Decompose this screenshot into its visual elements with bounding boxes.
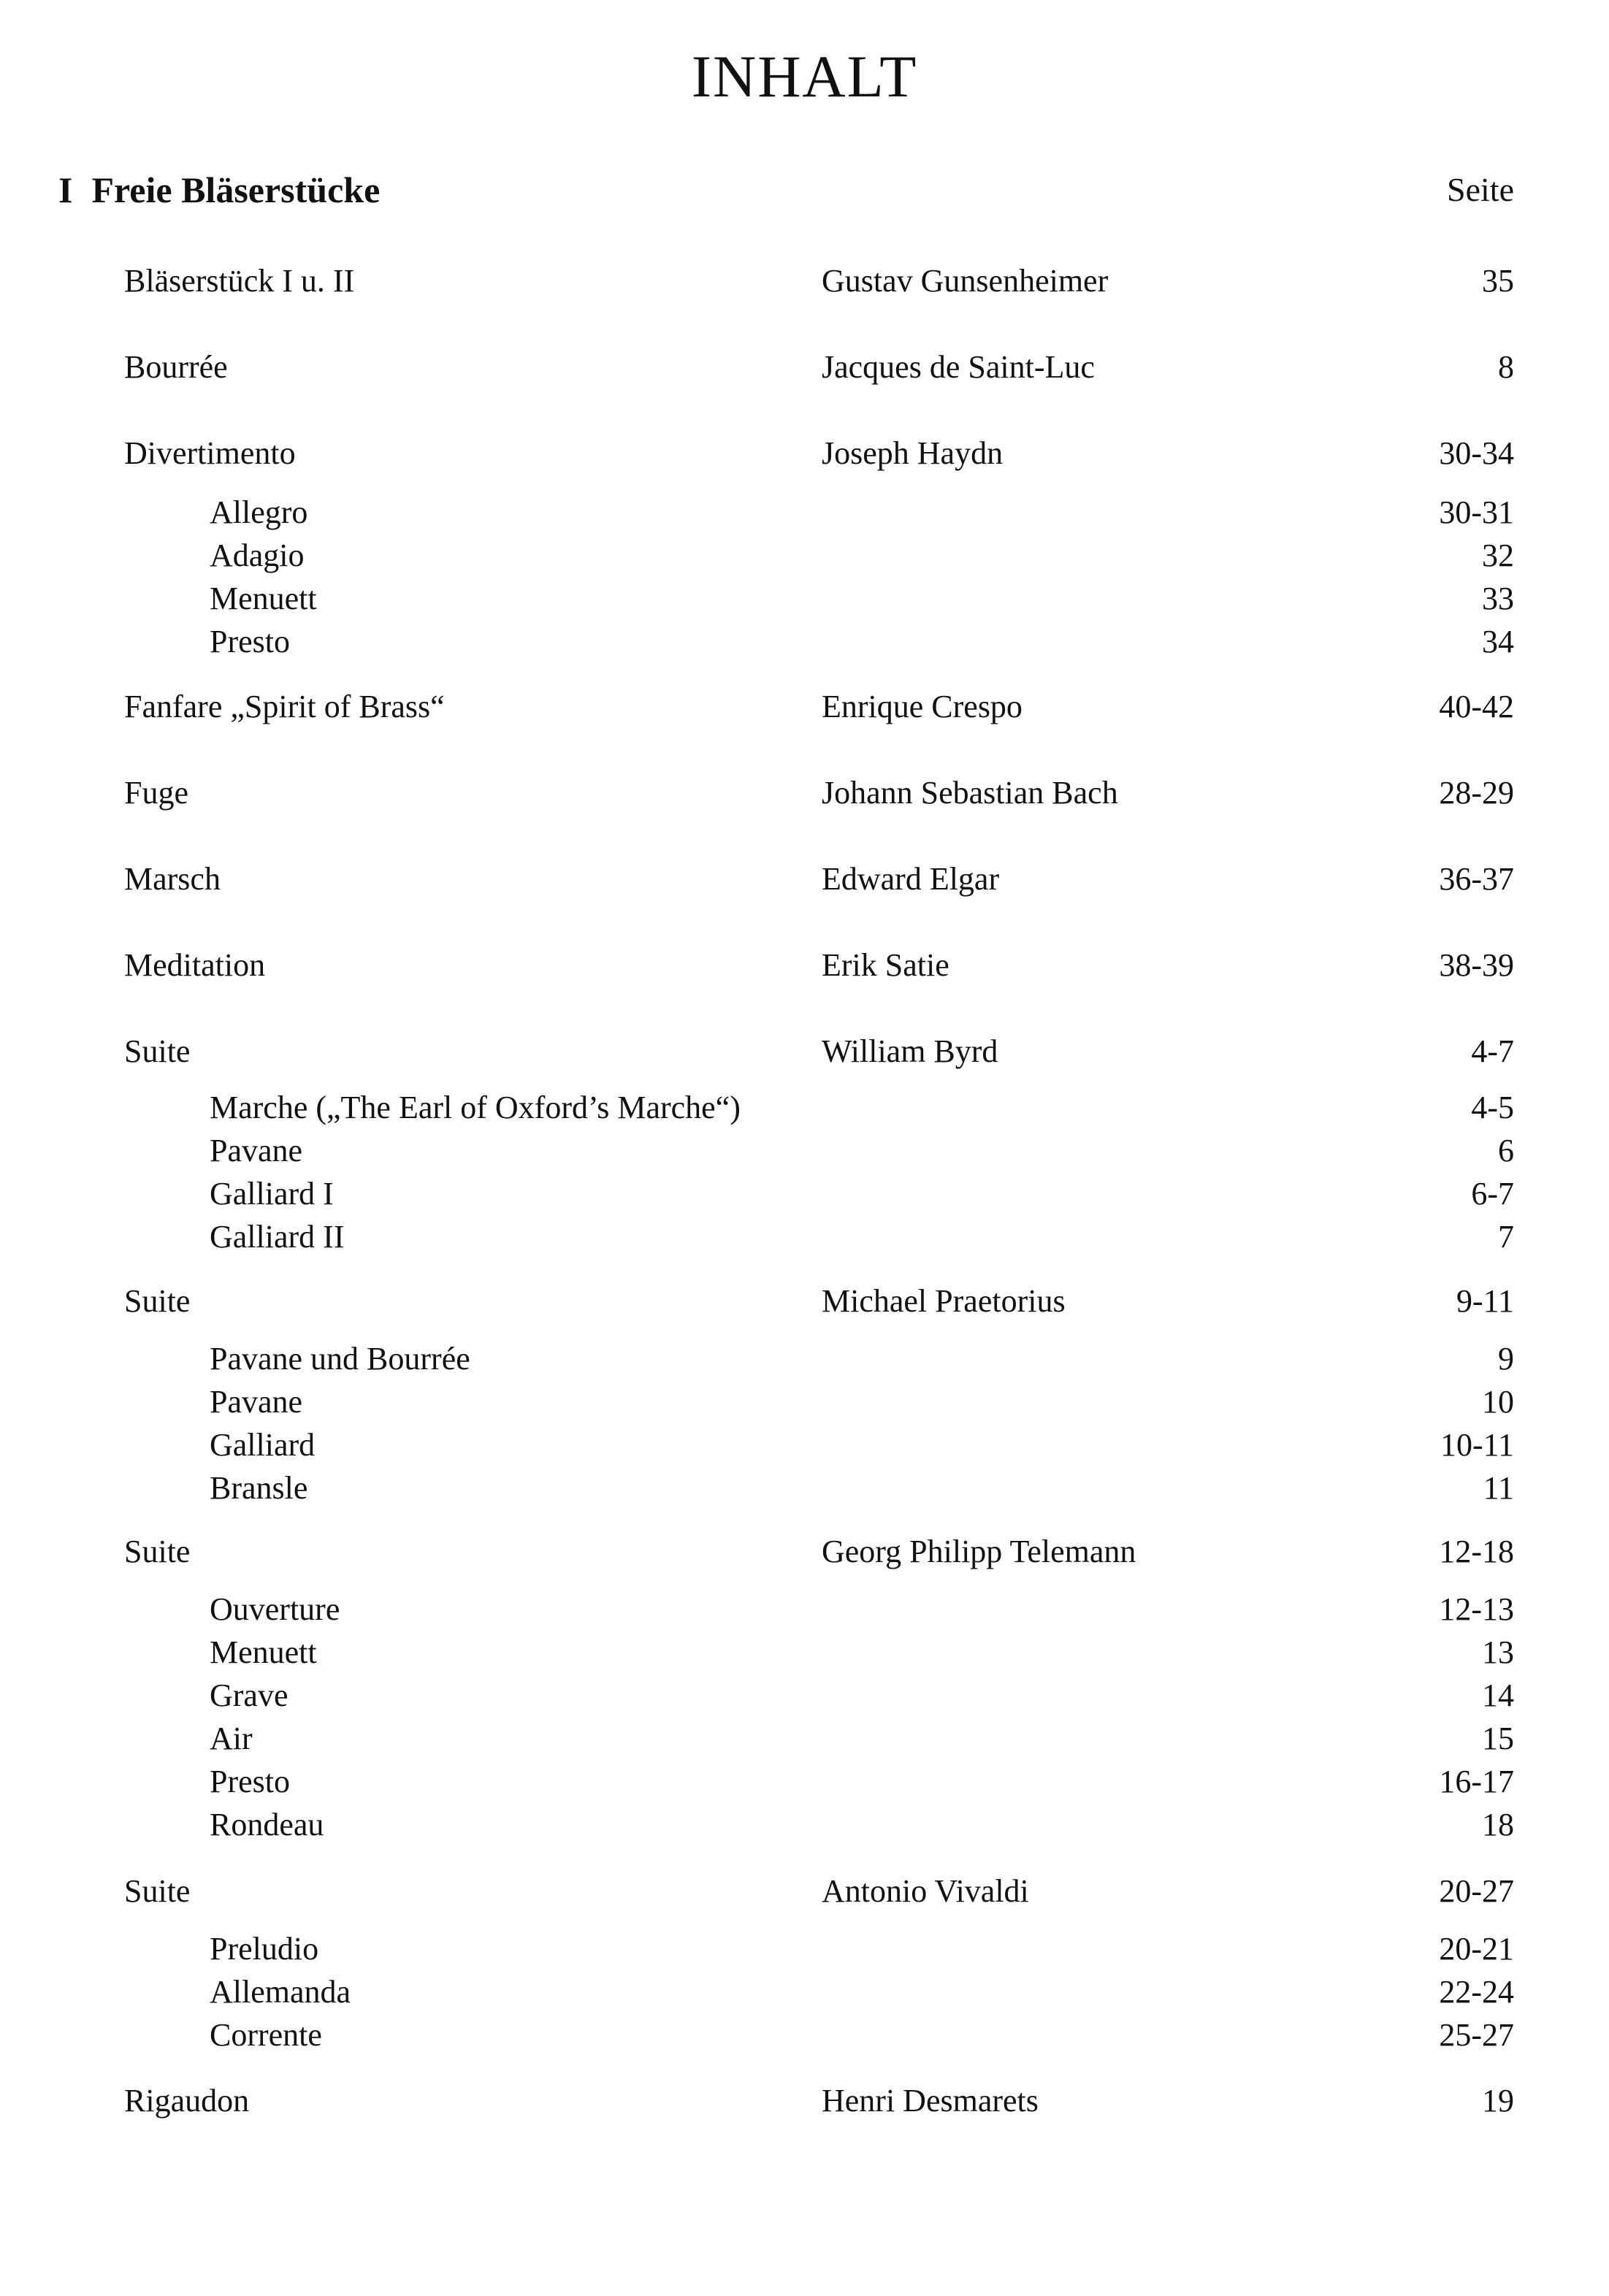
toc-movement-title: Ouverture: [210, 1591, 340, 1627]
toc-movement: [0, 620, 1609, 664]
toc-movement-title: Grave: [210, 1677, 288, 1713]
toc-page-number: 22-24: [1439, 1974, 1514, 2010]
toc-page-number: 18: [1482, 1807, 1514, 1842]
toc-movement: [0, 1129, 1609, 1173]
toc-movement: [0, 1380, 1609, 1424]
toc-page-number: 30-34: [1439, 435, 1514, 471]
toc-page-number: 9: [1498, 1341, 1514, 1377]
toc-page-number: 10: [1482, 1384, 1514, 1420]
toc-composer: Georg Philipp Telemann: [822, 1534, 1136, 1569]
toc-work-title: Bläserstück I u. II: [124, 263, 355, 299]
toc-movement: [0, 1674, 1609, 1718]
toc-movement: [0, 534, 1609, 578]
toc-page-number: 16-17: [1439, 1764, 1514, 1799]
toc-work-title: Bourrée: [124, 349, 228, 385]
toc-work-title: Meditation: [124, 947, 266, 983]
toc-composer: Jacques de Saint-Luc: [822, 349, 1095, 385]
toc-movement-title: Pavane: [210, 1384, 303, 1420]
toc-page-number: 12-13: [1439, 1591, 1514, 1627]
toc-entry: [0, 432, 1609, 475]
toc-composer: Edward Elgar: [822, 861, 1000, 897]
toc-movement-title: Marche („The Earl of Oxford’s Marche“): [210, 1090, 741, 1125]
toc-movement: [0, 491, 1609, 535]
toc-work-title: Suite: [124, 1033, 191, 1069]
toc-page-number: 8: [1498, 349, 1514, 385]
toc-work-title: Suite: [124, 1873, 191, 1909]
toc-page-number: 34: [1482, 624, 1514, 659]
toc-entry: [0, 944, 1609, 987]
section-heading: [58, 164, 380, 215]
toc-movement-title: Galliard I: [210, 1176, 334, 1212]
toc-movement: [0, 2013, 1609, 2057]
toc-work-title: Fuge: [124, 775, 188, 811]
toc-composer: Gustav Gunsenheimer: [822, 263, 1109, 299]
toc-movement-title: Galliard II: [210, 1219, 345, 1255]
toc-movement-title: Presto: [210, 1764, 290, 1799]
toc-page-number: 32: [1482, 537, 1514, 573]
toc-page-number: 10-11: [1440, 1427, 1514, 1463]
toc-page-number: 28-29: [1439, 775, 1514, 811]
toc-entry: [0, 1870, 1609, 1913]
toc-entry: [0, 345, 1609, 389]
toc-movement-title: Allegro: [210, 494, 308, 530]
toc-page-number: 6-7: [1471, 1176, 1514, 1212]
toc-page-number: 30-31: [1439, 494, 1514, 530]
toc-page-number: 40-42: [1439, 689, 1514, 724]
section-title: Freie Bläserstücke: [91, 169, 381, 210]
toc-page-number: 11: [1483, 1470, 1514, 1506]
toc-movement-title: Pavane: [210, 1133, 303, 1168]
toc-page-number: 6: [1498, 1133, 1514, 1168]
toc-movement-title: Menuett: [210, 581, 317, 616]
toc-composer: William Byrd: [822, 1033, 998, 1069]
toc-movement-title: Corrente: [210, 2017, 322, 2053]
toc-movement-title: Menuett: [210, 1634, 317, 1670]
toc-entry: [0, 1279, 1609, 1323]
toc-page-number: 14: [1482, 1677, 1514, 1713]
section-number: I: [58, 169, 73, 210]
toc-movement: [0, 1760, 1609, 1804]
toc-movement: [0, 1927, 1609, 1971]
toc-movement: [0, 1215, 1609, 1259]
toc-composer: Enrique Crespo: [822, 689, 1023, 724]
toc-movement-title: Air: [210, 1721, 253, 1756]
toc-movement: [0, 1423, 1609, 1467]
toc-movement: [0, 577, 1609, 621]
toc-work-title: Suite: [124, 1283, 191, 1319]
toc-composer: Michael Praetorius: [822, 1283, 1066, 1319]
toc-page-number: 15: [1482, 1721, 1514, 1756]
toc-movement-title: Galliard: [210, 1427, 316, 1463]
toc-composer: Henri Desmarets: [822, 2083, 1039, 2119]
page-title: INHALT: [691, 43, 918, 110]
toc-movement: [0, 1803, 1609, 1847]
toc-movement-title: Bransle: [210, 1470, 308, 1506]
toc-entry: [0, 2079, 1609, 2123]
toc-movement: [0, 1172, 1609, 1216]
toc-work-title: Divertimento: [124, 435, 296, 471]
toc-entry: [0, 1530, 1609, 1574]
toc-movement-title: Preludio: [210, 1931, 319, 1967]
toc-movement-title: Rondeau: [210, 1807, 324, 1842]
toc-composer: Erik Satie: [822, 947, 949, 983]
toc-page-number: 4-5: [1471, 1090, 1514, 1125]
toc-entry: [0, 685, 1609, 729]
toc-composer: Joseph Haydn: [822, 435, 1004, 471]
toc-movement: [0, 1086, 1609, 1130]
toc-page-number: 7: [1498, 1219, 1514, 1255]
toc-movement-title: Allemanda: [210, 1974, 351, 2010]
toc-page-number: 35: [1482, 263, 1514, 299]
toc-page-number: 4-7: [1471, 1033, 1514, 1069]
toc-composer: Johann Sebastian Bach: [822, 775, 1118, 811]
toc-composer: Antonio Vivaldi: [822, 1873, 1029, 1909]
toc-page-number: 25-27: [1439, 2017, 1514, 2053]
toc-movement: [0, 1717, 1609, 1761]
toc-page-number: 20-21: [1439, 1931, 1514, 1967]
toc-page-number: 12-18: [1439, 1534, 1514, 1569]
toc-entry: [0, 857, 1609, 901]
toc-movement: [0, 1970, 1609, 2014]
toc-work-title: Rigaudon: [124, 2083, 250, 2119]
toc-movement-title: Pavane und Bourrée: [210, 1341, 470, 1377]
toc-work-title: Suite: [124, 1534, 191, 1569]
toc-work-title: Fanfare „Spirit of Brass“: [124, 689, 445, 724]
toc-page-number: 36-37: [1439, 861, 1514, 897]
toc-work-title: Marsch: [124, 861, 221, 897]
toc-page-number: 19: [1482, 2083, 1514, 2119]
toc-movement: [0, 1631, 1609, 1675]
toc-page-number: 20-27: [1439, 1873, 1514, 1909]
toc-movement: [0, 1337, 1609, 1381]
toc-movement-title: Presto: [210, 624, 290, 659]
toc-movement: [0, 1466, 1609, 1510]
toc-page-number: 38-39: [1439, 947, 1514, 983]
toc-page-number: 33: [1482, 581, 1514, 616]
toc-page-number: 13: [1482, 1634, 1514, 1670]
page-column-header: Seite: [1447, 171, 1514, 208]
toc-movement: [0, 1588, 1609, 1631]
toc-entry: [0, 771, 1609, 815]
toc-movement-title: Adagio: [210, 537, 305, 573]
toc-entry: [0, 1030, 1609, 1074]
toc-page-number: 9-11: [1456, 1283, 1514, 1319]
toc-entry: [0, 259, 1609, 303]
